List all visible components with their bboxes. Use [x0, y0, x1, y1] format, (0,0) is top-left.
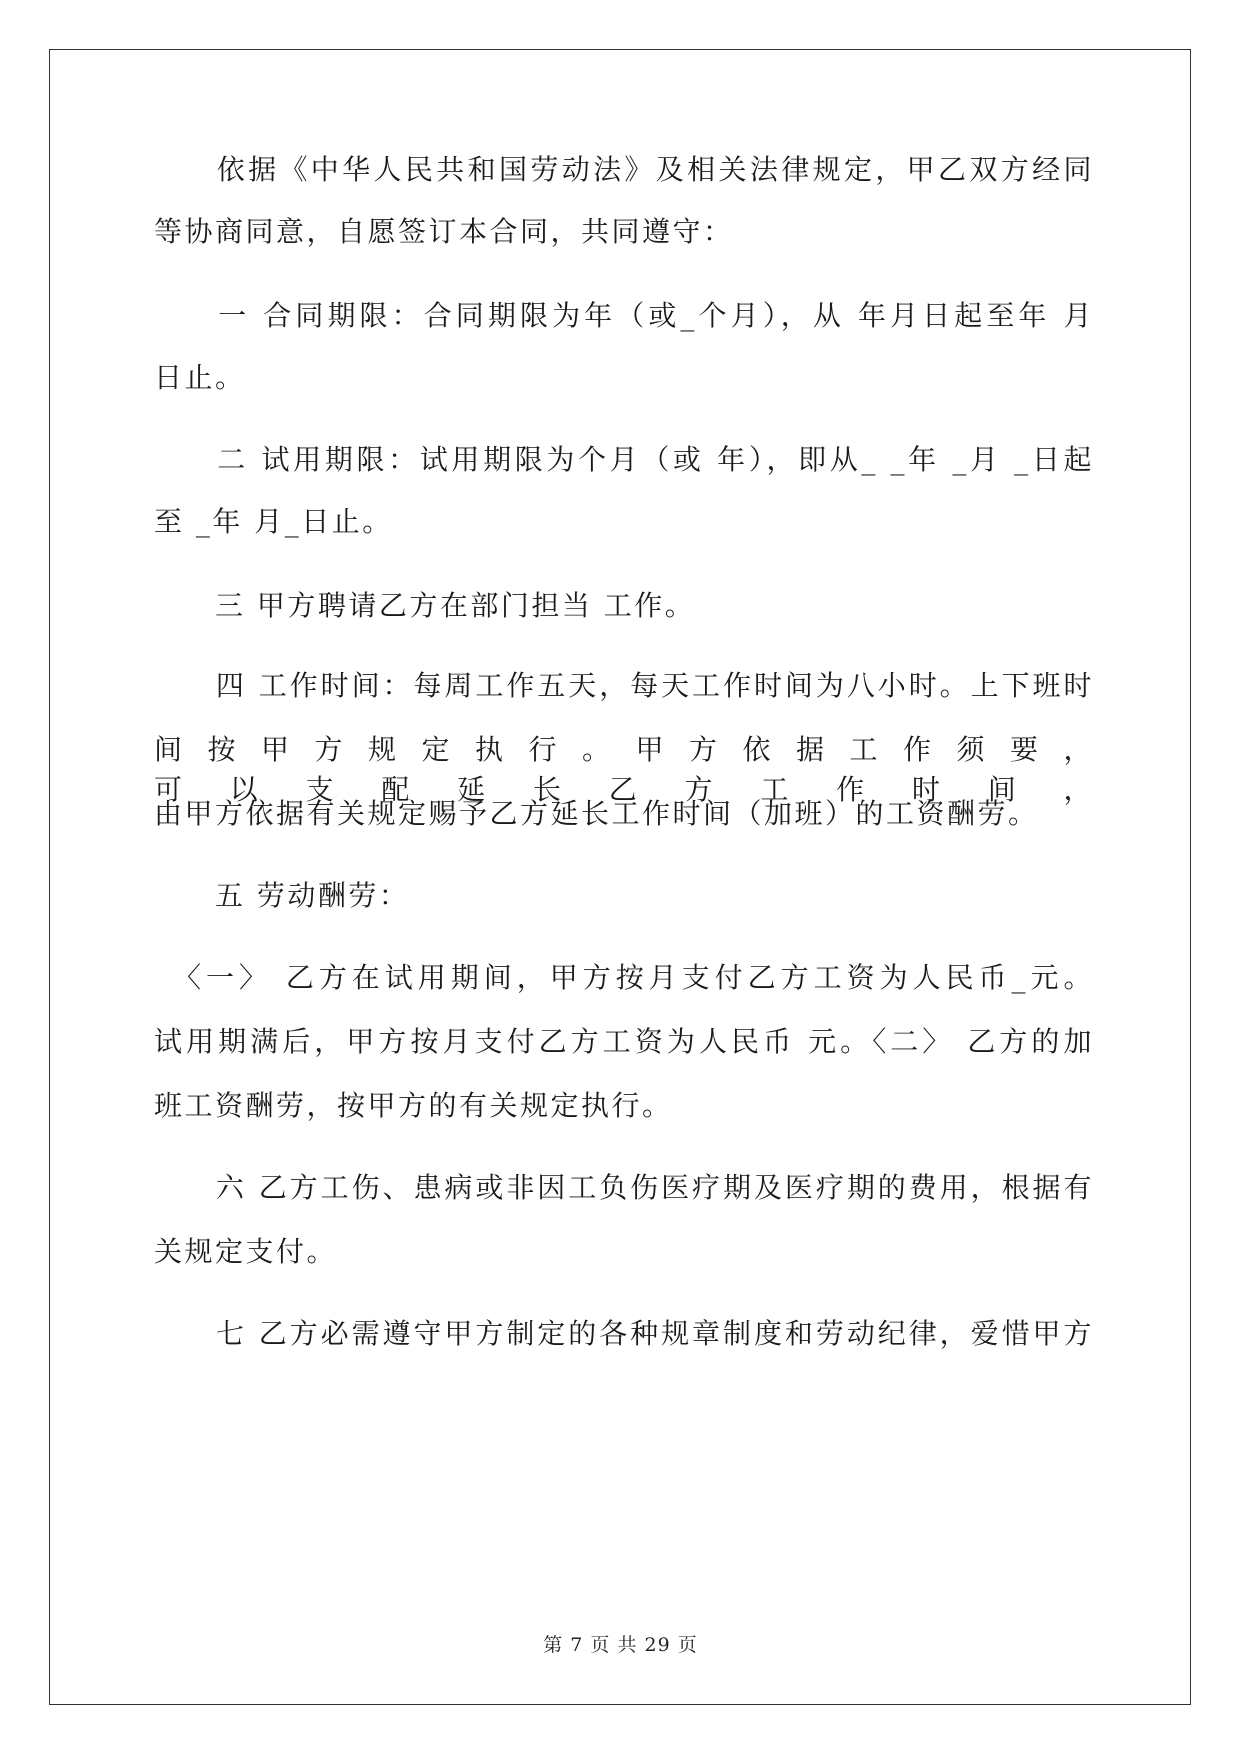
text-line: 一 合同期限：合同期限为年（或_个月），从 年月日起至年 月: [154, 299, 1094, 332]
text-line: 三 甲方聘请乙方在部门担当 工作。: [154, 589, 696, 622]
text-line: 至 _年 月_日止。: [154, 505, 393, 538]
text-line: 班工资酬劳，按甲方的有关规定执行。: [154, 1089, 673, 1122]
text-line: 关规定支付。: [154, 1235, 338, 1268]
text-line: 四 工作时间：每周工作五天，每天工作时间为八小时。上下班时: [154, 669, 1094, 702]
text-line: 二 试用期限：试用期限为个月（或 年），即从_ _年 _月 _日起: [154, 443, 1094, 476]
text-line: 由甲方依据有关规定赐予乙方延长工作时间（加班）的工资酬劳。: [154, 797, 1039, 830]
text-line: 等协商同意，自愿签订本合同，共同遵守：: [154, 215, 734, 248]
text-line: 依据《中华人民共和国劳动法》及相关法律规定，甲乙双方经同: [154, 153, 1094, 186]
text-line: 六 乙方工伤、患病或非因工负伤医疗期及医疗期的费用，根据有: [154, 1171, 1094, 1204]
text-line: 七 乙方必需遵守甲方制定的各种规章制度和劳动纪律，爱惜甲方: [154, 1317, 1094, 1350]
text-line: 五 劳动酬劳：: [154, 879, 410, 912]
text-line: 试用期满后，甲方按月支付乙方工资为人民币 元。〈二〉 乙方的加: [154, 1025, 1094, 1058]
text-line: 〈一〉 乙方在试用期间，甲方按月支付乙方工资为人民币_元。: [154, 961, 1094, 994]
text-line: 日止。: [154, 361, 246, 394]
text-line: 间按甲方规定执行。甲方依据工作须要，可以支配延长乙方工作时间，: [154, 733, 1094, 806]
page-number-footer: 第 7 页 共 29 页: [543, 1634, 698, 1656]
